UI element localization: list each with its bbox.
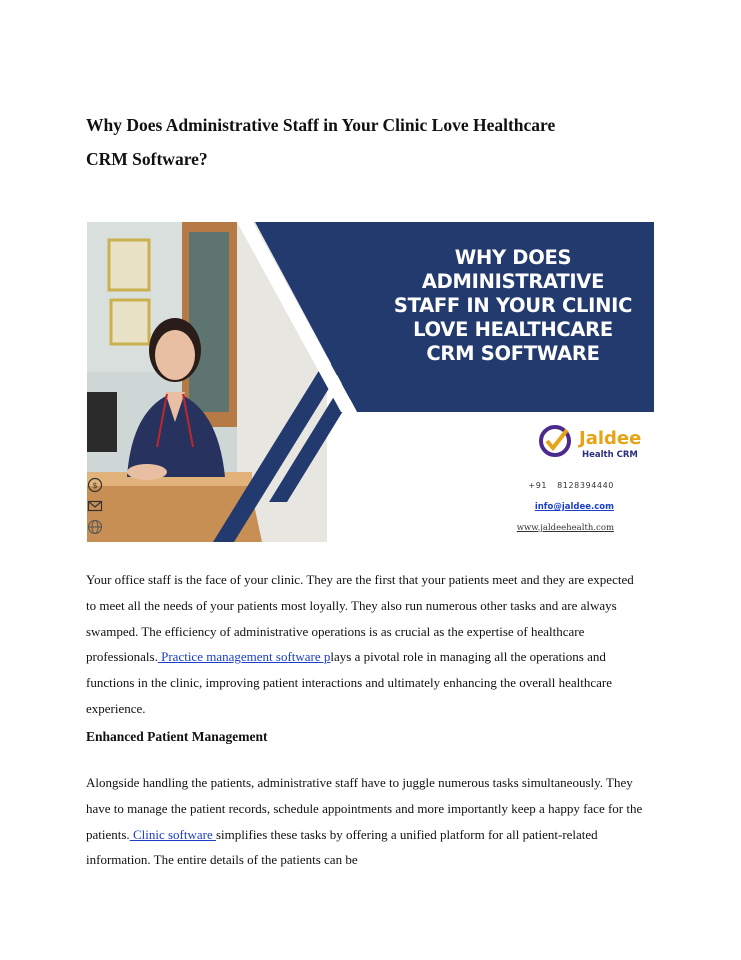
title-line-2: CRM Software? (86, 149, 208, 169)
mail-icon (87, 498, 103, 514)
banner-heading-line: WHY DOES (454, 246, 572, 269)
phone-digits: 8128394440 (557, 481, 614, 490)
svg-text:$: $ (92, 481, 98, 490)
brand-subtitle: Health CRM (582, 450, 638, 460)
intro-text-continued: lays a pivotal role in managing all the operations and functions in the clinic, improving patient interactions and ultimately enhancing the overall healthcare experience. (86, 649, 612, 716)
banner-heading (379, 246, 647, 366)
intro-paragraph (86, 567, 646, 722)
brand-name: Jaldee (579, 428, 642, 449)
document-title (86, 108, 646, 176)
clinic-software-link[interactable]: Clinic software (129, 826, 216, 842)
globe-icon (87, 519, 103, 535)
banner-heading-line: CRM SOFTWARE (426, 342, 600, 365)
practice-management-software-link[interactable]: Practice management software p (157, 649, 331, 665)
intro-text: Your office staff is the face of your clinic. They are the first that your patients meet and they are expected to meet all the needs of your patients most loyally. They also run numerous other tasks and are always swamped. The efficiency of administrative operations is as crucial as the expertise of healthcare professionals. (86, 572, 634, 665)
section-text: Alongside handling the patients, administrative staff have to juggle numerous tasks simultaneously. They have to manage the patient records, schedule appointments and more importantly keep a happy face for the patients. (86, 775, 643, 842)
title-line-1: Why Does Administrative Staff in Your Clinic Love Healthcare (86, 115, 556, 135)
banner-heading-line: ADMINISTRATIVE (421, 270, 605, 293)
phone-number (528, 481, 614, 490)
phone-country-code: +91 (528, 481, 548, 490)
section-heading: Enhanced Patient Management (86, 729, 268, 744)
promo-banner-image (87, 222, 654, 542)
section-paragraph (86, 770, 646, 873)
banner-heading-line: LOVE HEALTHCARE (413, 318, 613, 341)
whatsapp-icon (87, 477, 103, 493)
website-link[interactable]: www.jaldeehealth.com (516, 523, 614, 533)
section-text-continued: simplifies these tasks by offering a unified platform for all patient-related information. The entire details of the patients can be (86, 826, 598, 868)
email-link[interactable]: info@jaldee.com (534, 502, 614, 512)
banner-heading-line: STAFF IN YOUR CLINIC (393, 294, 633, 317)
